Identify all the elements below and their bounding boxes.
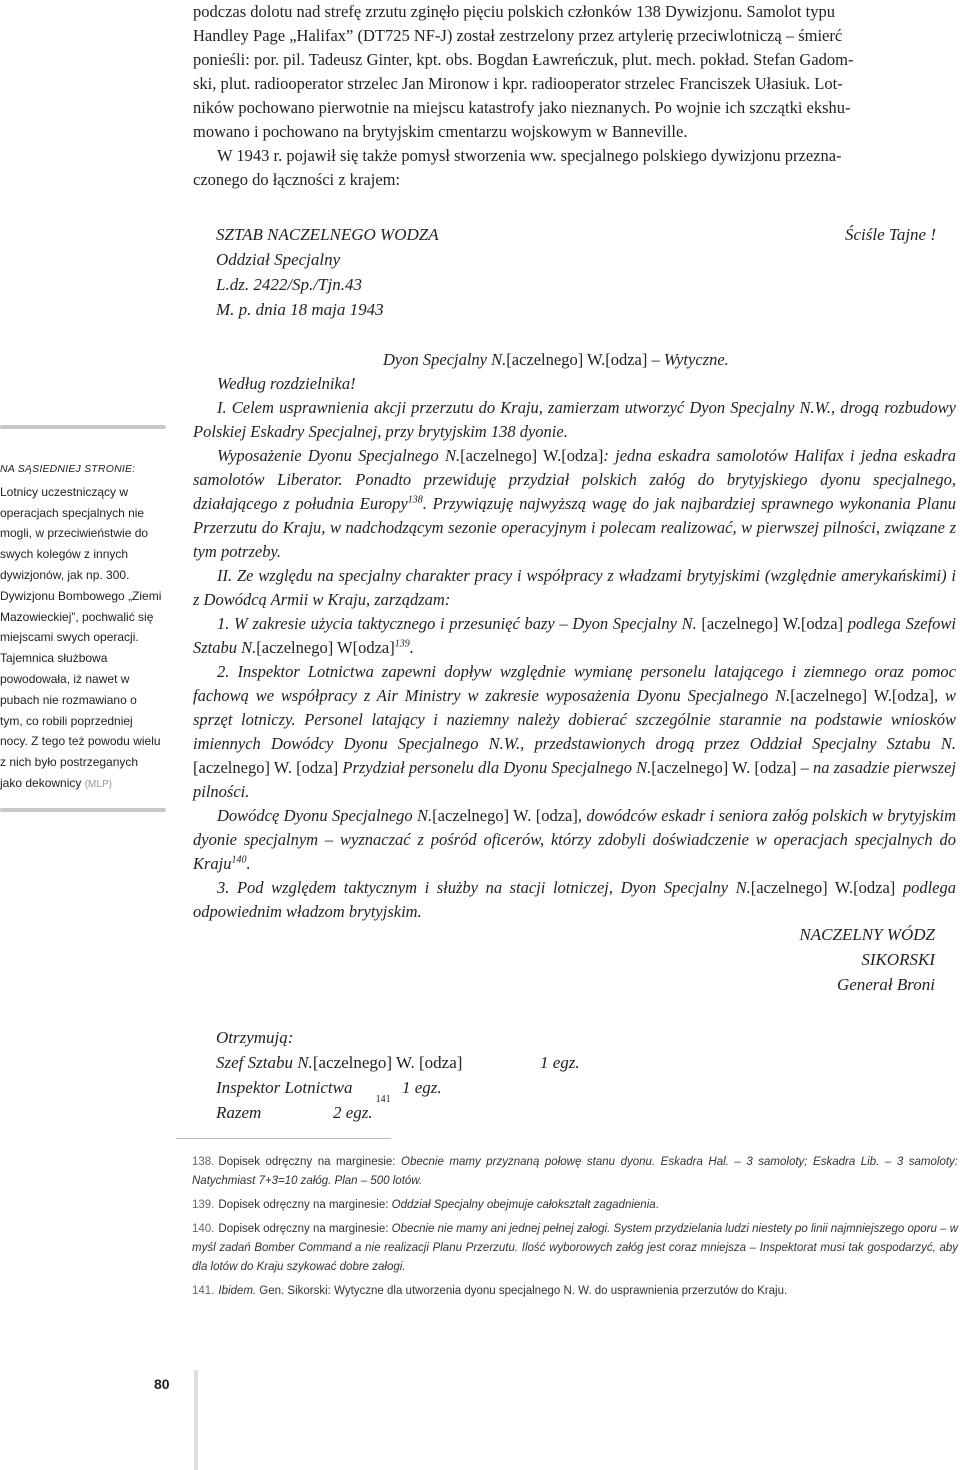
sidebar-text: Lotnicy uczestniczący w operacjach specjalnych nie mogli, w przeciwieństwie do swych kolegów z innych dywizjonów, jak np. 300. Dywizjonu Bombowego „Ziemi Mazowieckiej”, pochwalić się miejscami swych operacji. Tajemnica służbowa powodowała, iż nawet w pubach nie rozmawiano o tym, co robili poprzedniej nocy. Z tego też powodu wielu z nich było postrzeganych jako dekownicy (MLP) xyxy=(0,484,162,790)
footnote: 138. Dopisek odręczny na marginesie: Obecnie mamy przyznaną połowę stanu dyonu. Eskadra Hal. – 3 samoloty; Eskadra Lib. – 3 samoloty: Natychmiast 7+3=10 załóg. Plan – 500 lotów. xyxy=(192,1156,958,1187)
body-line: podczas dolotu nad strefę zrzutu zginęło pięciu polskich członków 138 Dywizjonu. Samolot typu xyxy=(193,2,835,21)
footnote-ref: 138 xyxy=(407,494,423,506)
footnote: 141. Ibidem. Gen. Sikorski: Wytyczne dla utworzenia dyonu specjalnego N. W. do usprawnienia przerzutów do Kraju. xyxy=(192,1285,788,1297)
directive-section: I. Celem usprawnienia akcji przerzutu do Kraju, zamierzam utworzyć Dyon Specjalny N.W., drogą rozbudowy Polskiej Eskadry Specjalnej, przy brytyjskim 138 dyonie. xyxy=(193,398,956,441)
footnote-ref: 139 xyxy=(394,638,410,650)
footnote: 139. Dopisek odręczny na marginesie: Oddział Specjalny obejmuje całokształt zagadnienia. xyxy=(192,1199,659,1211)
signature-rank: Generał Broni xyxy=(836,975,935,994)
page-number: 80 xyxy=(154,1376,170,1392)
document-header xyxy=(216,222,936,322)
sidebar-heading: NA SĄSIEDNIEJ STRONIE: xyxy=(0,463,136,475)
directive-section: 3. Pod względem taktycznym i służby na stacji lotniczej, Dyon Specjalny N.[aczelnego] W.[odza] podlega odpowiednim władzom brytyjskim. xyxy=(193,878,956,921)
recipients-heading: Otrzymują: xyxy=(216,1028,294,1047)
body-line: mowano i pochowano na brytyjskim cmentarzu wojskowym w Banneville. xyxy=(193,122,688,141)
footnote: 140. Dopisek odręczny na marginesie: Obecnie nie mamy ani jednej pełnej załogi. System przydzielania ludzi niestety po linii najmniejszego oporu – w myśl zadań Bomber Command a nie realizacji Planu Przerzutu. Ilość wyborowych załóg jest coraz mniejsza – Inspektorat musi tak gospodarzyć, aby dla lotów do Kraju szykować dobre załogi. xyxy=(192,1223,958,1273)
signature-title: NACZELNY WÓDZ xyxy=(799,925,935,944)
reference-number: L.dz. 2422/Sp./Tjn.43 xyxy=(216,275,362,294)
salutation: Według rozdzielnika! xyxy=(217,374,356,393)
body-text xyxy=(193,0,953,192)
signature-name: SIKORSKI xyxy=(861,950,935,969)
sidebar-top-rule xyxy=(0,425,166,429)
recipient-row: Szef Sztabu N.[aczelnego] W. [odza] 1 egz. xyxy=(216,1053,580,1072)
body-line: ski, plut. radiooperator strzelec Jan Mironow i kpr. radiooperator strzelec Franciszek Ułasiuk. Lot- xyxy=(193,74,843,93)
sidebar-caption xyxy=(0,425,166,812)
document-title: Dyon Specjalny N.[aczelnego] W.[odza] – Wytyczne. xyxy=(383,350,729,369)
classification-mark: Ściśle Tajne ! xyxy=(845,225,936,244)
footnote-ref: 141 xyxy=(375,1094,391,1105)
body-line: W 1943 r. pojawił się także pomysł stworzenia ww. specjalnego polskiego dywizjonu przezna- xyxy=(217,146,842,165)
signature-block xyxy=(799,922,935,997)
directive-section: 1. W zakresie użycia taktycznego i przesunięć bazy – Dyon Specjalny N. [aczelnego] W.[odza] podlega Szefowi Sztabu N.[aczelnego] W[odza]$^{139}$. xyxy=(193,614,956,657)
body-line: ponieśli: por. pil. Tadeusz Ginter, kpt. obs. Bogdan Ławreńczuk, plut. mech. pokład. Stefan Gadom- xyxy=(193,50,854,69)
body-line: ników pochowano pierwotnie na miejscu katastrofy jako nieznanych. Po wojnie ich szczątki ekshu- xyxy=(193,98,851,117)
document-body xyxy=(193,348,956,924)
unit-name: Oddział Specjalny xyxy=(216,250,341,269)
recipient-row: Razem 2 egz. 141 xyxy=(216,1100,580,1125)
recipient-row: Inspektor Lotnictwa 1 egz. xyxy=(216,1078,442,1097)
recipients-list xyxy=(216,1025,580,1125)
footnote-rule xyxy=(176,1138,391,1139)
directive-section: II. Ze względu na specjalny charakter pracy i współpracy z władzami brytyjskimi (względnie amerykańskimi) i z Dowódcą Armii w Kraju, zarządzam: xyxy=(193,566,956,609)
sidebar-bottom-rule xyxy=(0,808,166,812)
photo-credit: (MLP) xyxy=(84,778,112,790)
body-line: czonego do łączności z krajem: xyxy=(193,170,401,189)
document-date: M. p. dnia 18 maja 1943 xyxy=(216,300,384,319)
directive-section: Wyposażenie Dyonu Specjalnego N.[aczelnego] W.[odza]: jedna eskadra samolotów Halifax i jedna eskadra samolotów Liberator. Ponadto przewiduję przydział polskich załóg do brytyjskiego dyonu specjalnego, działającego z południa Europy$^{138}$. Przywiązuję najwyższą wagę do jak najbardziej sprawnego wykonania Planu Przerzutu do Kraju, w nadchodzącym sezonie operacyjnym i polecam realizować, w pierwszej pilności, związane z tym potrzeby. xyxy=(193,446,957,561)
directive-section: 2. Inspektor Lotnictwa zapewni dopływ względnie wymianę personelu latającego i ziemnego oraz pomoc fachową we współpracy z Air Ministry w zakresie wyposażenia Dyonu Specjalnego N.[aczelnego] W.[odza], w sprzęt lotniczy. Personel latający i naziemny należy dobierać szczególnie starannie na podstawie wniosków imiennych Dowódcy Dyonu Specjalnego N.W., przedstawionych drogą przez Oddział Specjalny Sztabu N.[aczelnego] W. [odza] Przydział personelu dla Dyonu Specjalnego N.[aczelnego] W. [odza] – na zasadzie pierwszej pilności. xyxy=(193,662,956,801)
body-line: Handley Page „Halifax” (DT725 NF-J) został zestrzelony przez artylerię przeciwlotniczą – śmierć xyxy=(193,26,843,45)
footnotes xyxy=(176,1138,958,1306)
footnote-ref: 140 xyxy=(231,854,247,866)
directive-section: Dowódcę Dyonu Specjalnego N.[aczelnego] W. [odza], dowódców eskadr i seniora załóg polskich w brytyjskim dyonie specjalnym – wyznaczać z pośród oficerów, którzy zdobyli doświadczenie w operacjach specjalnych do Kraju$^{140}$. xyxy=(193,806,957,873)
headquarters-name: SZTAB NACZELNEGO WODZA xyxy=(216,225,439,244)
page-number-rule xyxy=(194,1370,198,1470)
